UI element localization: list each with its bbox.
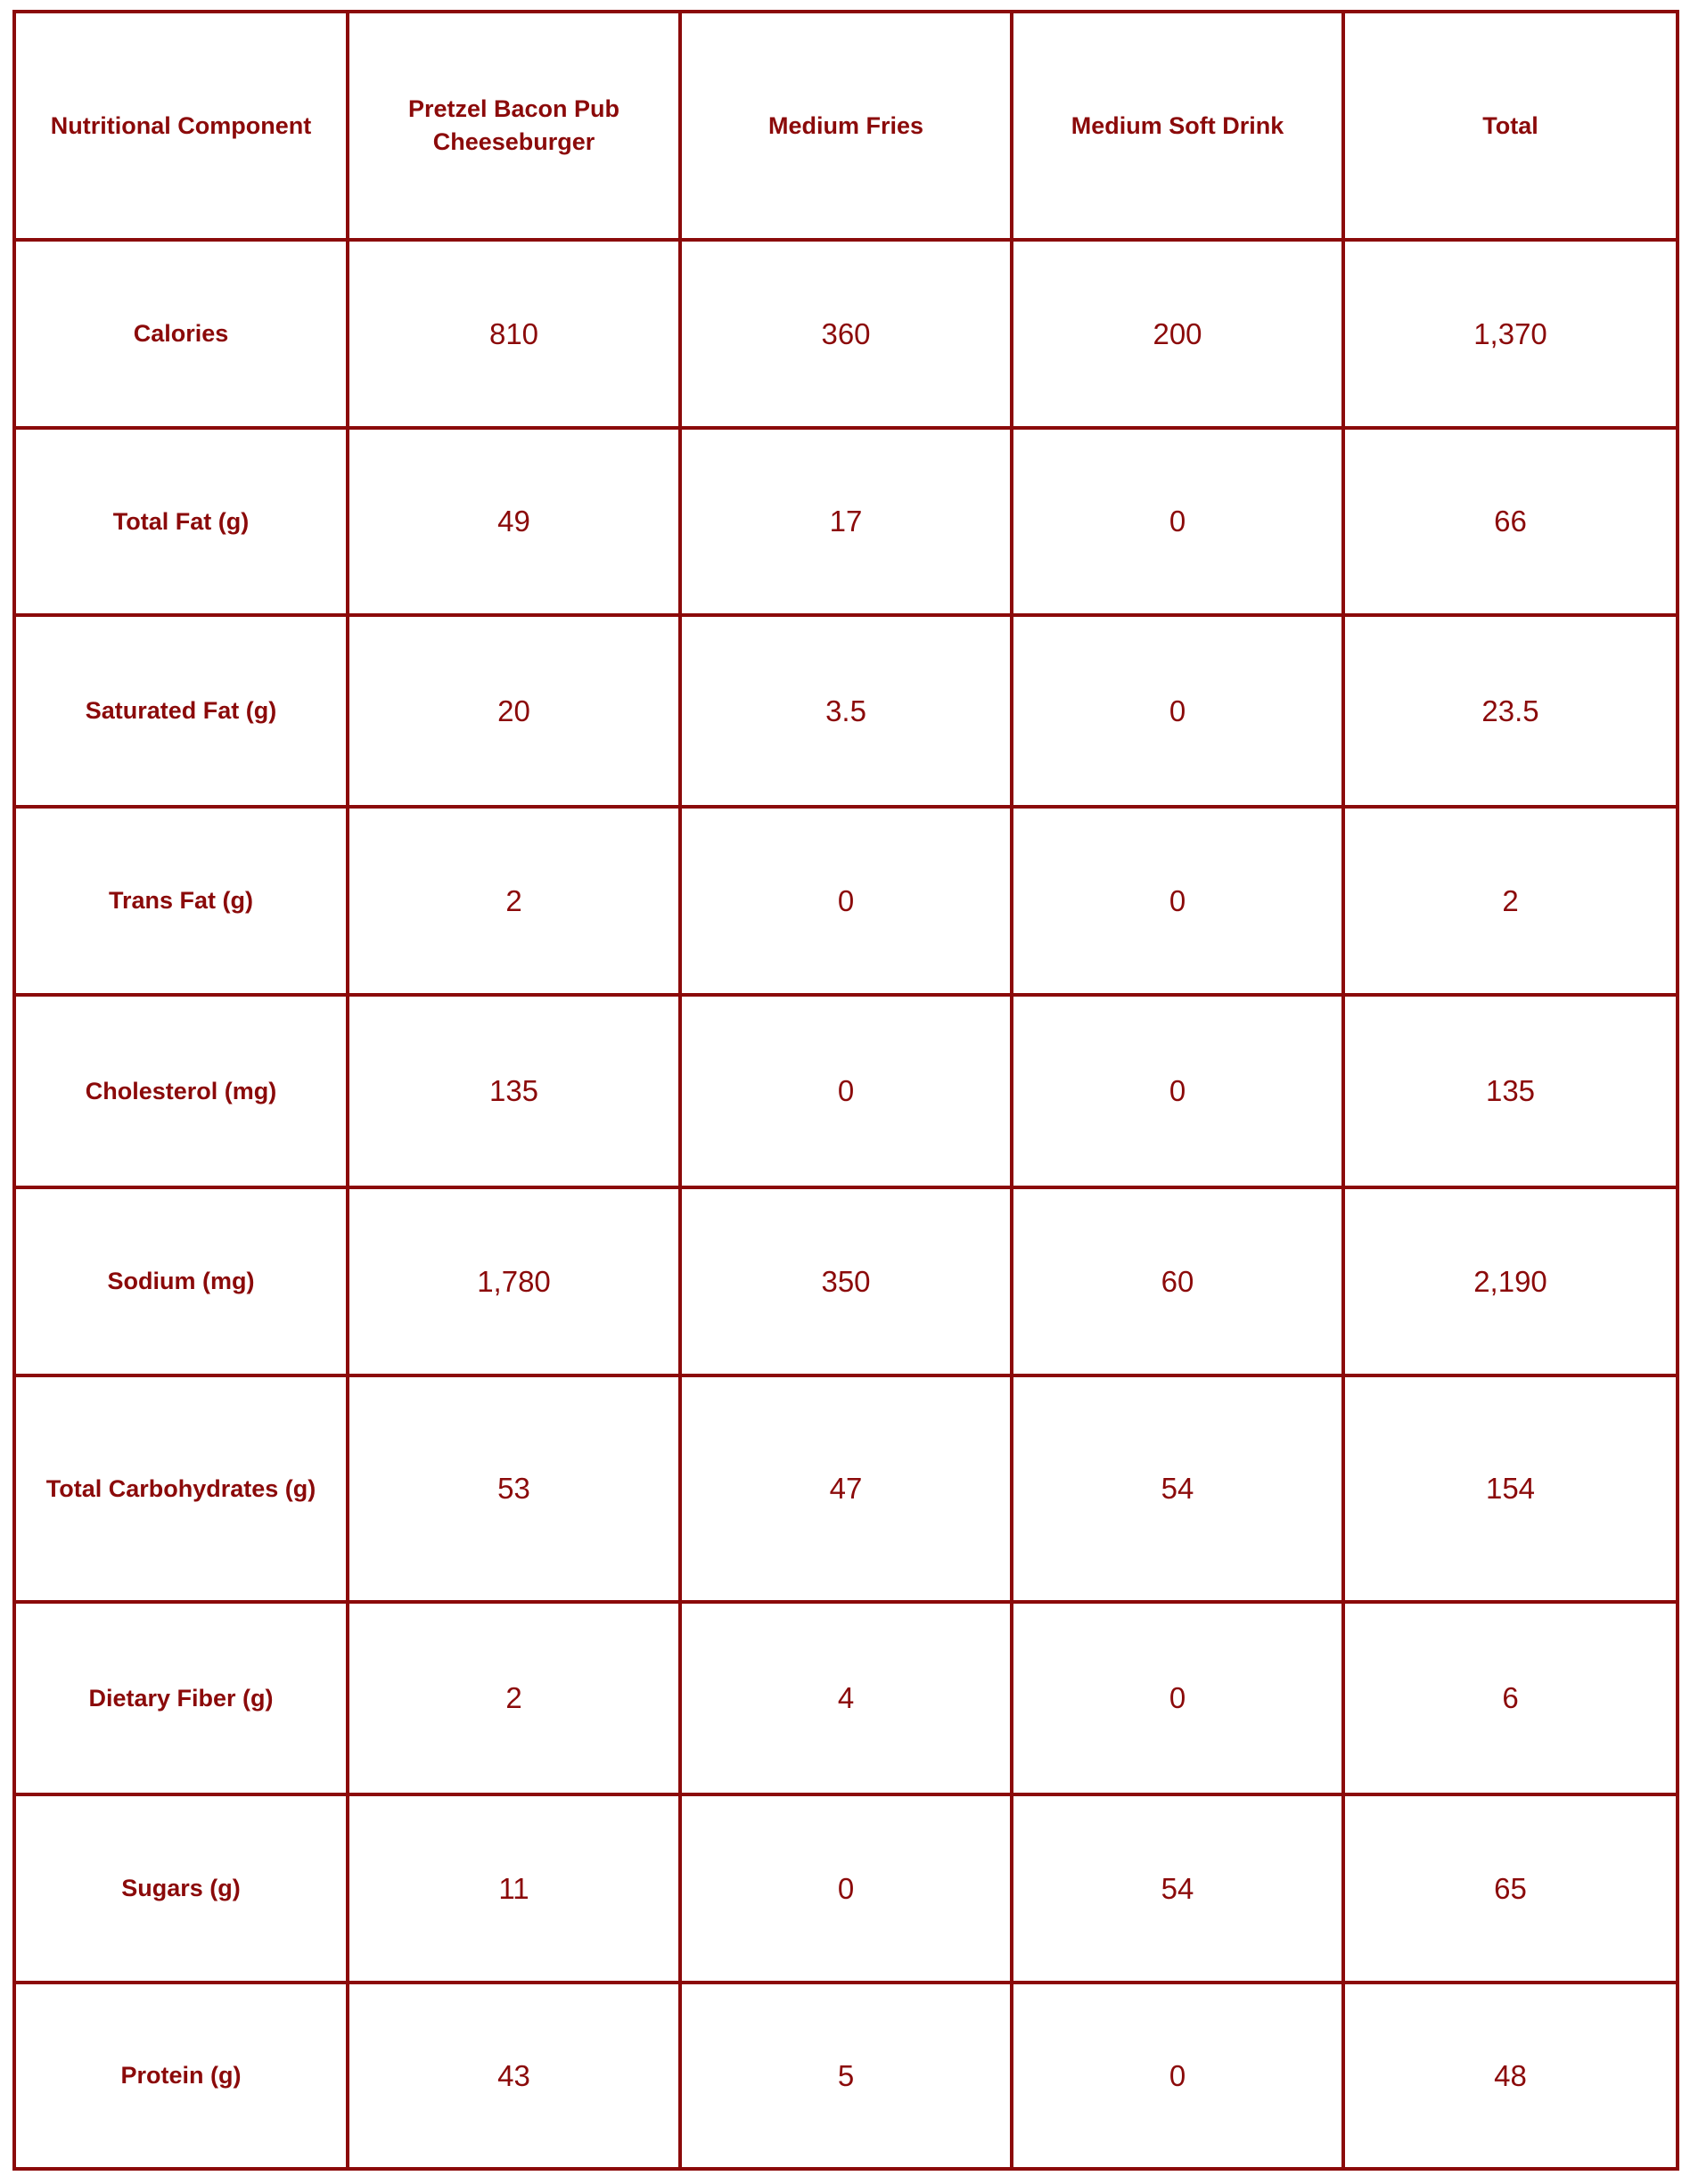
- cell-total: 135: [1343, 995, 1678, 1187]
- cell-total: 2,190: [1343, 1187, 1678, 1375]
- header-row: [14, 12, 1678, 240]
- cell-soft-drink: 54: [1012, 1375, 1343, 1602]
- cell-total: 65: [1343, 1794, 1678, 1983]
- row-label: Total Carbohydrates (g): [14, 1375, 348, 1602]
- header-medium-fries: Medium Fries: [680, 12, 1012, 240]
- cell-cheeseburger: 20: [348, 615, 680, 807]
- cell-cheeseburger: 43: [348, 1983, 680, 2169]
- table-row-cholesterol: [14, 995, 1678, 1187]
- row-label: Cholesterol (mg): [14, 995, 348, 1187]
- header-total: Total: [1343, 12, 1678, 240]
- cell-total: 1,370: [1343, 240, 1678, 428]
- table-row-sodium: [14, 1187, 1678, 1375]
- row-label: Saturated Fat (g): [14, 615, 348, 807]
- cell-fries: 17: [680, 428, 1012, 615]
- row-label: Dietary Fiber (g): [14, 1602, 348, 1794]
- cell-soft-drink: 0: [1012, 1602, 1343, 1794]
- table-row-total-carbohydrates: [14, 1375, 1678, 1602]
- cell-cheeseburger: 11: [348, 1794, 680, 1983]
- nutrition-table: [12, 10, 1679, 2171]
- cell-soft-drink: 0: [1012, 995, 1343, 1187]
- cell-total: 6: [1343, 1602, 1678, 1794]
- cell-total: 23.5: [1343, 615, 1678, 807]
- table-row-trans-fat: [14, 807, 1678, 995]
- cell-soft-drink: 200: [1012, 240, 1343, 428]
- cell-cheeseburger: 2: [348, 807, 680, 995]
- table-row-protein: [14, 1983, 1678, 2169]
- cell-fries: 0: [680, 995, 1012, 1187]
- row-label: Total Fat (g): [14, 428, 348, 615]
- cell-cheeseburger: 53: [348, 1375, 680, 1602]
- cell-cheeseburger: 135: [348, 995, 680, 1187]
- cell-soft-drink: 0: [1012, 615, 1343, 807]
- cell-soft-drink: 0: [1012, 807, 1343, 995]
- table-row-sugars: [14, 1794, 1678, 1983]
- header-medium-soft-drink: Medium Soft Drink: [1012, 12, 1343, 240]
- cell-cheeseburger: 49: [348, 428, 680, 615]
- cell-fries: 350: [680, 1187, 1012, 1375]
- cell-total: 48: [1343, 1983, 1678, 2169]
- row-label: Sodium (mg): [14, 1187, 348, 1375]
- row-label: Trans Fat (g): [14, 807, 348, 995]
- cell-fries: 3.5: [680, 615, 1012, 807]
- cell-cheeseburger: 810: [348, 240, 680, 428]
- row-label: Protein (g): [14, 1983, 348, 2169]
- cell-cheeseburger: 1,780: [348, 1187, 680, 1375]
- cell-soft-drink: 0: [1012, 428, 1343, 615]
- table-row-dietary-fiber: [14, 1602, 1678, 1794]
- cell-total: 66: [1343, 428, 1678, 615]
- cell-fries: 0: [680, 807, 1012, 995]
- cell-total: 2: [1343, 807, 1678, 995]
- cell-fries: 4: [680, 1602, 1012, 1794]
- row-label: Sugars (g): [14, 1794, 348, 1983]
- cell-soft-drink: 54: [1012, 1794, 1343, 1983]
- cell-fries: 47: [680, 1375, 1012, 1602]
- cell-cheeseburger: 2: [348, 1602, 680, 1794]
- cell-total: 154: [1343, 1375, 1678, 1602]
- table-row-saturated-fat: [14, 615, 1678, 807]
- cell-fries: 5: [680, 1983, 1012, 2169]
- cell-soft-drink: 60: [1012, 1187, 1343, 1375]
- cell-fries: 0: [680, 1794, 1012, 1983]
- table-row-calories: [14, 240, 1678, 428]
- cell-fries: 360: [680, 240, 1012, 428]
- row-label: Calories: [14, 240, 348, 428]
- header-nutritional-component: Nutritional Component: [14, 12, 348, 240]
- header-pretzel-bacon-pub-cheeseburger: Pretzel Bacon Pub Cheeseburger: [348, 12, 680, 240]
- cell-soft-drink: 0: [1012, 1983, 1343, 2169]
- table-row-total-fat: [14, 428, 1678, 615]
